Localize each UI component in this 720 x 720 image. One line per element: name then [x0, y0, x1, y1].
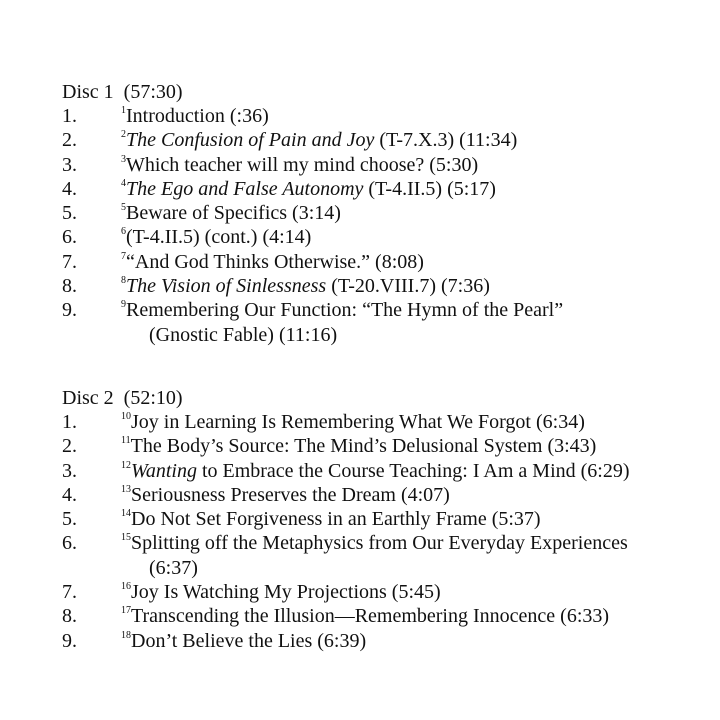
track-superscript: 10	[121, 411, 131, 422]
track-superscript: 1	[121, 105, 126, 116]
track-number: 6.	[62, 532, 77, 555]
track-title: The Ego and False Autonomy	[126, 177, 364, 200]
track-row	[62, 104, 702, 128]
disc-header	[62, 386, 702, 410]
track-number: 9.	[62, 299, 77, 322]
track-row	[62, 459, 702, 483]
track-details: (3:43)	[542, 435, 597, 458]
track-superscript: 2	[121, 129, 126, 141]
track-details: (8:08)	[370, 250, 424, 273]
track-number: 9.	[62, 629, 77, 652]
track-title: Transcending the Illusion—Remembering Innocence	[131, 605, 556, 628]
track-row	[62, 274, 702, 298]
track-details: (5:45)	[386, 581, 441, 604]
track-number: 8.	[62, 605, 77, 628]
track-superscript: 9	[121, 299, 126, 311]
track-row	[62, 483, 702, 507]
track-row	[62, 410, 702, 434]
track-row	[62, 531, 702, 580]
track-title: Remembering Our Function: “The Hymn of the Pearl”	[126, 299, 564, 322]
disc-duration: (57:30)	[123, 81, 183, 103]
track-row	[62, 128, 702, 152]
track-title: (T-4.II.5) (cont.)	[126, 226, 258, 249]
track-title: The Body’s Source: The Mind’s Delusional System	[130, 435, 543, 458]
track-details: (4:07)	[395, 483, 450, 506]
track-title: Seriousness Preserves the Dream	[131, 483, 396, 506]
track-details: (6:39)	[312, 629, 367, 652]
track-number: 5.	[62, 508, 77, 531]
track-number: 7.	[62, 581, 77, 604]
disc-2-section	[62, 386, 702, 653]
track-superscript: 17	[121, 605, 131, 617]
track-superscript: 4	[121, 177, 126, 189]
track-number: 6.	[62, 226, 77, 249]
track-number: 7.	[62, 250, 77, 273]
track-number: 3.	[62, 459, 77, 482]
disc-1-section	[62, 80, 702, 347]
track-row	[62, 629, 702, 653]
track-number: 8.	[62, 275, 77, 298]
track-title: Wanting	[131, 459, 197, 482]
track-superscript: 13	[121, 483, 131, 495]
track-superscript: 12	[121, 459, 131, 471]
disc-label: Disc 1	[62, 81, 114, 103]
track-superscript: 8	[121, 275, 126, 287]
track-details: (T-4.II.5) (5:17)	[363, 177, 496, 200]
track-number: 5.	[62, 202, 77, 225]
track-superscript: 18	[121, 629, 131, 641]
track-superscript: 16	[121, 581, 131, 593]
track-row	[62, 177, 702, 201]
track-number: 2.	[62, 129, 77, 152]
track-title: Do Not Set Forgiveness in an Earthly Frame	[131, 508, 487, 531]
track-row	[62, 434, 702, 458]
track-row	[62, 153, 702, 177]
track-superscript: 5	[121, 202, 126, 214]
track-title: Beware of Specifics	[126, 202, 288, 225]
track-details: (6:34)	[531, 411, 585, 433]
track-title: Joy in Learning Is Remembering What We Forgot	[131, 411, 531, 433]
track-number: 4.	[62, 177, 77, 200]
track-row	[62, 604, 702, 628]
track-details: (4:14)	[257, 226, 312, 249]
track-row	[62, 250, 702, 274]
track-continuation: (Gnostic Fable) (11:16)	[149, 323, 338, 346]
track-title: Joy Is Watching My Projections	[131, 581, 387, 604]
track-superscript: 15	[121, 532, 131, 544]
disc-header	[62, 80, 702, 104]
track-row	[62, 507, 702, 531]
track-number: 1.	[62, 411, 77, 433]
track-number: 3.	[62, 153, 77, 176]
track-row	[62, 580, 702, 604]
track-details: (T-20.VIII.7) (7:36)	[326, 275, 490, 298]
track-title: The Confusion of Pain and Joy	[126, 129, 375, 152]
track-details: (T-7.X.3) (11:34)	[374, 129, 518, 152]
track-details: to Embrace the Course Teaching: I Am a Mind (6:29)	[196, 459, 630, 482]
track-row	[62, 225, 702, 249]
disc-label: Disc 2	[62, 387, 114, 409]
track-details: (5:37)	[486, 508, 541, 531]
track-title: Splitting off the Metaphysics from Our Everyday Experiences	[131, 532, 628, 555]
track-superscript: 11	[121, 435, 131, 447]
track-title: Introduction	[126, 105, 225, 127]
track-details: (5:30)	[424, 153, 479, 176]
track-details: (:36)	[224, 105, 269, 127]
track-title: Don’t Believe the Lies	[131, 629, 313, 652]
track-title: The Vision of Sinlessness	[126, 275, 327, 298]
track-title: Which teacher will my mind choose?	[126, 153, 425, 176]
track-number: 1.	[62, 105, 77, 127]
track-row	[62, 201, 702, 225]
track-superscript: 3	[121, 153, 126, 165]
track-row	[62, 298, 702, 347]
disc-duration: (52:10)	[123, 387, 183, 409]
track-number: 4.	[62, 483, 77, 506]
track-number: 2.	[62, 435, 77, 458]
track-superscript: 7	[121, 250, 126, 262]
track-continuation: (6:37)	[149, 556, 198, 579]
track-title: “And God Thinks Otherwise.”	[126, 250, 371, 273]
track-superscript: 14	[121, 508, 131, 520]
track-details: (6:33)	[555, 605, 610, 628]
track-superscript: 6	[121, 226, 126, 238]
track-details: (3:14)	[287, 202, 341, 225]
